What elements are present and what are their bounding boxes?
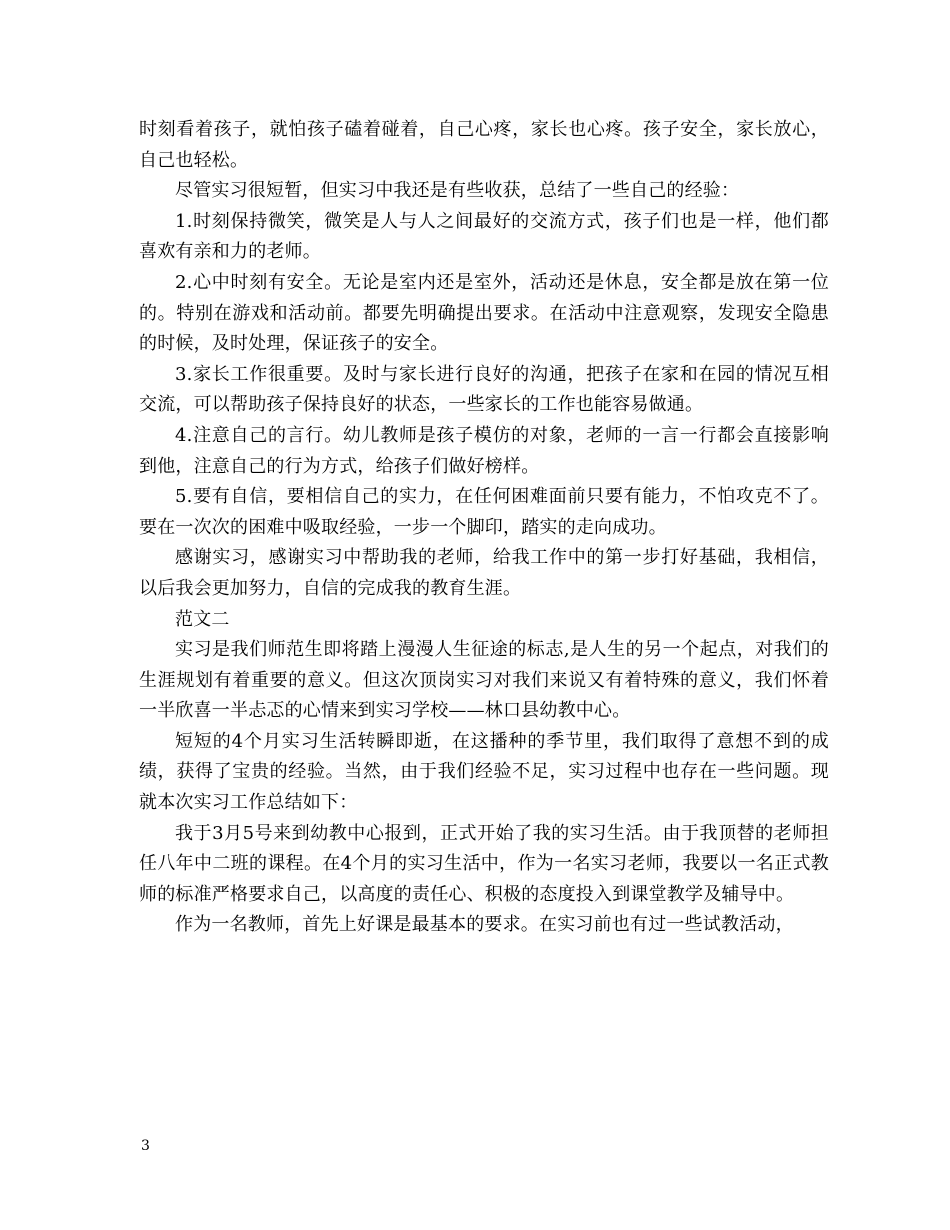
paragraph-sample2-intro: 实习是我们师范生即将踏上漫漫人生征途的标志,是人生的另一个起点，对我们的生涯规划有着重要的意义。但这次顶岗实习对我们来说又有着特殊的意义，我们怀着一半欣喜一半忐忑的心情来到实习学校——林口县幼教中心。 — [139, 639, 829, 722]
paragraph-continued: 时刻看着孩子，就怕孩子磕着碰着，自己心疼，家长也心疼。孩子安全，家长放心，自己也轻松。 — [139, 119, 829, 171]
paragraph-sample2-teaching: 作为一名教师，首先上好课是最基本的要求。在实习前也有过一些试教活动， — [175, 914, 794, 936]
paragraph-tip-2: 2.心中时刻有安全。无论是室内还是室外，活动还是休息，安全都是放在第一位的。特别在游戏和活动前。都要先明确提出要求。在活动中注意观察，发现安全隐患的时候，及时处理，保证孩子的安全。 — [139, 271, 829, 355]
paragraph-sample2-start: 我于3月5号来到幼教中心报到，正式开始了我的实习生活。由于我顶替的老师担任八年中二班的课程。在4个月的实习生活中，作为一名实习老师，我要以一名正式教师的标准严格要求自己，以高度的责任心、积极的态度投入到课堂教学及辅导中。 — [139, 822, 829, 905]
section-heading: 范文二 — [175, 608, 230, 630]
paragraph-tip-5: 5.要有自信，要相信自己的实力，在任何困难面前只要有能力，不怕攻克不了。要在一次次的困难中吸取经验，一步一个脚印，踏实的走向成功。 — [139, 486, 829, 538]
paragraph-tip-3: 3.家长工作很重要。及时与家长进行良好的沟通，把孩子在家和在园的情况互相交流，可以帮助孩子保持良好的状态，一些家长的工作也能容易做通。 — [139, 363, 829, 416]
paragraph-sample2-summary: 短短的4个月实习生活转瞬即逝，在这播种的季节里，我们取得了意想不到的成绩，获得了宝贵的经验。当然，由于我们经验不足，实习过程中也存在一些问题。现就本次实习工作总结如下： — [139, 730, 829, 814]
document-body — [139, 115, 829, 941]
paragraph-tip-1: 1.时刻保持微笑，微笑是人与人之间最好的交流方式，孩子们也是一样，他们都喜欢有亲和力的老师。 — [139, 210, 829, 263]
page-number: 3 — [141, 1138, 150, 1154]
paragraph-thanks: 感谢实习，感谢实习中帮助我的老师，给我工作中的第一步打好基础，我相信，以后我会更加努力，自信的完成我的教育生涯。 — [139, 547, 829, 599]
paragraph-tip-4: 4.注意自己的言行。幼儿教师是孩子模仿的对象，老师的一言一行都会直接影响到他，注意自己的行为方式，给孩子们做好榜样。 — [139, 424, 829, 477]
paragraph-summary-intro: 尽管实习很短暂，但实习中我还是有些收获，总结了一些自己的经验： — [175, 180, 740, 202]
